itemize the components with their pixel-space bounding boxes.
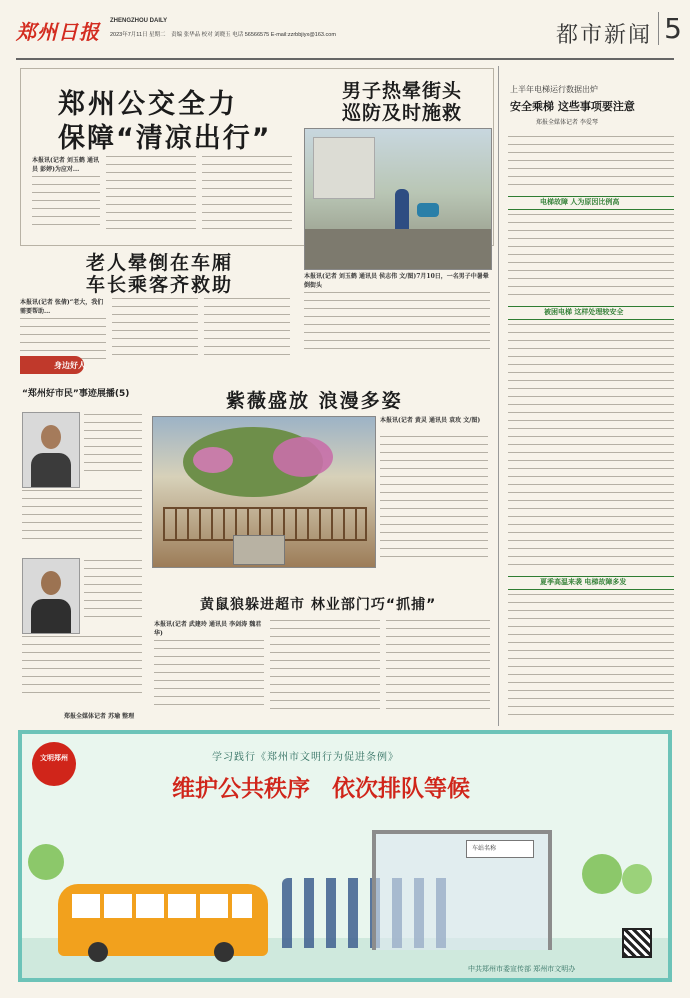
bus-article-title-1: 郑州公交全力	[58, 89, 238, 120]
bus-stop-sign-text: 车站名称	[472, 845, 497, 852]
faint-article-caption: 本报讯(记者 刘玉鹤 通讯员 侯志伟 文/图)7月10日，一名男子中暑晕倒街头	[304, 273, 489, 289]
bus-article-title-2: 保障“清凉出行”	[58, 123, 272, 154]
bus-stop-shelter	[372, 830, 552, 950]
flower-article-photo	[152, 416, 376, 568]
newspaper-logo-en: ZHENGZHOU DAILY	[110, 18, 168, 24]
elevator-body-3	[508, 324, 674, 572]
masthead-rule	[16, 58, 674, 60]
flower-article-title: 紫薇盛放 浪漫多姿	[226, 390, 403, 412]
tree-left	[28, 844, 64, 880]
date-text: 2023年7月11日 星期二	[110, 32, 166, 38]
bus-faint-byline: 本报讯(记者 张倩)“老大，我们需要帮助...	[20, 299, 104, 315]
portrait-body	[31, 453, 71, 487]
ad-headline-part2: 依次排队等候	[332, 776, 471, 802]
page-number: 5	[658, 12, 683, 45]
faint-article-body	[304, 292, 490, 356]
elevator-byline: 郑报全媒体记者 李爱琴	[536, 119, 598, 126]
date-line	[110, 30, 470, 38]
bus-windows	[72, 894, 252, 918]
portrait-photo-1	[22, 412, 80, 488]
portrait-photo-2	[22, 558, 80, 634]
bus-wheel	[88, 942, 108, 962]
flower-article-body	[380, 436, 488, 564]
people-bio-1	[84, 414, 142, 478]
weasel-body-col3	[386, 620, 490, 716]
newspaper-logo: 郑州日报	[16, 20, 100, 44]
tree-right-2	[622, 864, 652, 894]
elevator-subhead-2: 被困电梯 这样处理较安全	[544, 308, 624, 316]
faint-article-title-1: 男子热晕街头	[342, 80, 463, 102]
flower-article-caption: 本报讯(记者 黄灵 通讯员 袁玫 文/图)	[380, 417, 481, 424]
bus-faint-body-col3	[204, 298, 290, 362]
elevator-subhead-1: 电梯故障 人为原因比例高	[540, 198, 620, 206]
section-title: 都市新闻	[556, 23, 653, 48]
portrait-head	[41, 571, 61, 595]
people-bio-2	[84, 560, 142, 624]
bus-article-body-col2	[106, 156, 196, 236]
ad-badge	[32, 742, 76, 786]
elevator-kicker: 上半年电梯运行数据出炉	[510, 85, 598, 94]
weasel-article-byline: 本报讯(记者 武建玲 通讯员 李剑涛 魏君华)	[154, 621, 262, 637]
bus-faint-body-col2	[112, 298, 198, 362]
people-story-2	[22, 636, 142, 700]
tree-right	[582, 854, 622, 894]
editor-text: 责编 张华品 校对 刘晓玉 电话 56566575 E-mail:zzrbbjiyx@163.com	[171, 32, 336, 38]
ad-badge-text: 文明郑州	[40, 754, 68, 762]
flower-cluster	[193, 447, 233, 473]
weasel-article-title: 黄鼠狼躲进超市 林业部门巧“抓捕”	[200, 597, 437, 613]
road-shape	[305, 229, 491, 269]
flower-cluster	[273, 437, 333, 477]
faint-article-title-2: 巡防及时施救	[342, 102, 463, 124]
building-shape	[313, 137, 375, 199]
people-column-footer: 郑报全媒体记者 苏瑜 整理	[64, 713, 135, 720]
bus-faint-title-2: 车长乘客齐救助	[86, 274, 234, 296]
qr-code	[622, 928, 652, 958]
bus-wheel	[214, 942, 234, 962]
portrait-head	[41, 425, 61, 449]
person-shape	[417, 203, 439, 217]
elevator-subhead-3: 夏季高温来袭 电梯故障多发	[540, 578, 627, 586]
right-column-divider	[498, 66, 499, 726]
elevator-body-4	[508, 594, 674, 722]
people-column-title: “郑州好市民”事迹展播(5)	[22, 389, 130, 399]
elevator-title: 安全乘梯 这些事项要注意	[510, 100, 635, 113]
civility-ad	[18, 730, 672, 982]
elevator-body-2	[508, 214, 674, 302]
ad-headline-part1: 维护公共秩序	[172, 776, 310, 802]
portrait-body	[31, 599, 71, 633]
masthead	[16, 10, 682, 52]
ad-footer: 中共郑州市委宣传部 郑州市文明办	[468, 965, 576, 973]
ad-headline	[172, 770, 470, 803]
pot-shape	[233, 535, 285, 565]
bus-shape	[58, 884, 268, 956]
weasel-body-col2	[270, 620, 380, 716]
bus-faint-title-1: 老人晕倒在车厢	[86, 252, 234, 274]
people-story-1	[22, 490, 142, 546]
faint-article-photo	[304, 128, 492, 270]
people-banner-label: 身边好人	[54, 361, 86, 370]
bus-article-body-col3	[202, 156, 292, 236]
elevator-body-1	[508, 136, 674, 192]
bus-article-byline: 本报讯(记者 刘玉鹤 通讯员 彭婷)为应对...	[32, 157, 100, 173]
ad-subtitle: 学习践行《郑州市文明行为促进条例》	[212, 752, 399, 763]
person-shape	[395, 189, 409, 229]
bus-article-body-col1	[32, 176, 100, 232]
weasel-body-col1	[154, 640, 264, 712]
